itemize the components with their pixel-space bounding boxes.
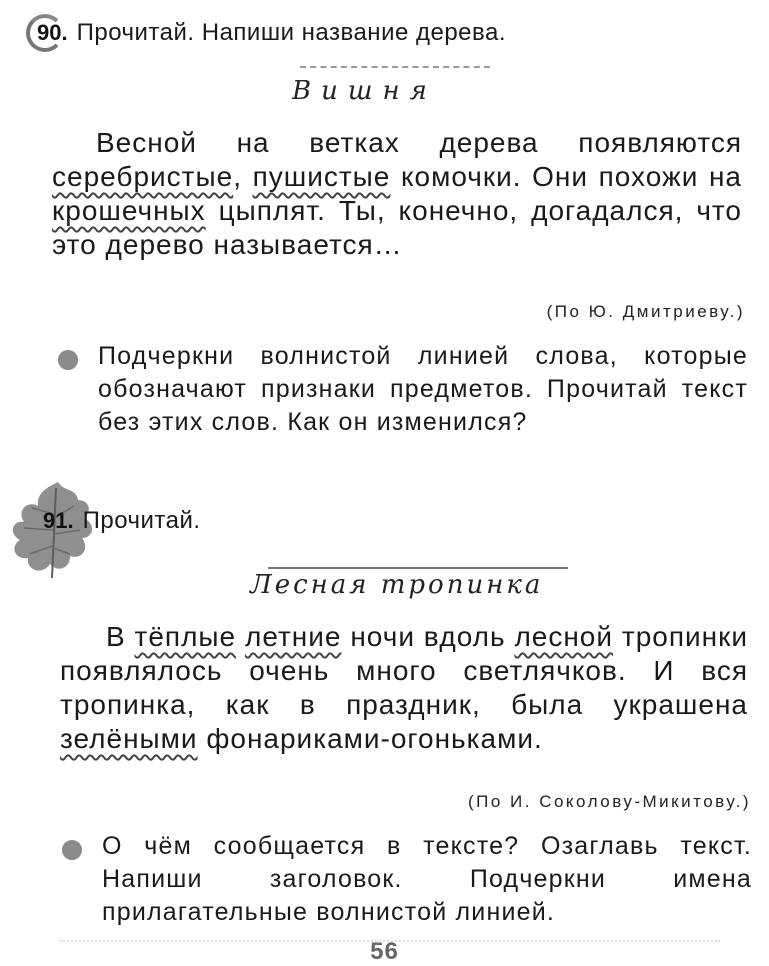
text-segment: комочки. Они похожи на <box>390 161 742 192</box>
bullet-icon <box>58 350 78 370</box>
text-segment: тропинки появлялось очень много светлячков. И вся тропинка, как в праздник, была украшена <box>60 621 749 720</box>
text-segment: фонариками-огоньками. <box>197 723 543 754</box>
exercise-91-source: (По И. Соколову-Микитову.) <box>467 792 751 811</box>
exercise-91-title: Прочитай. <box>82 507 201 534</box>
text-segment <box>236 621 245 652</box>
text-segment: , <box>233 161 253 192</box>
underlined-word: пушистые <box>252 161 391 192</box>
underlined-word: крошечных <box>52 195 206 226</box>
text-segment: цыплят. Ты, конечно, догадался, что это дерево называется… <box>52 195 742 260</box>
underlined-word: летние <box>244 621 342 652</box>
exercise-90-title: Прочитай. Напиши название дерева. <box>76 19 507 46</box>
exercise-90-number: 90. <box>37 20 68 45</box>
underlined-word: зелёными <box>60 723 198 754</box>
underlined-word: лесной <box>514 621 614 652</box>
exercise-91-number: 91. <box>43 508 74 533</box>
exercise-91-task-text: О чём сообщается в тексте? Озаглавь текст. Напиши заголовок. Подчеркни имена прилагательные волнистой линией. <box>102 832 752 926</box>
text-segment: Весной на ветках дерева появляются <box>96 127 742 158</box>
underlined-word: тёплые <box>134 621 237 652</box>
answer-91-line <box>268 567 568 569</box>
exercise-90-task <box>58 340 748 439</box>
exercise-90-handwritten-answer: Вишня <box>292 76 437 106</box>
text-segment: ночи вдоль <box>341 621 515 652</box>
page-number: 56 <box>370 938 399 965</box>
exercise-91-task <box>62 830 752 929</box>
exercise-90-task-text: Подчеркни волнистой линией слова, которые обозначают признаки предметов. Прочитай текст без этих слов. Как он изменился? <box>98 342 748 436</box>
exercise-91-header <box>40 506 201 536</box>
exercise-91-text <box>60 620 748 756</box>
bullet-icon <box>62 840 82 860</box>
answer-90-erased-line <box>300 66 490 68</box>
text-segment: В <box>106 621 135 652</box>
exercise-90-header <box>34 18 506 48</box>
exercise-90-number-badge <box>34 18 71 48</box>
underlined-word: серебристые <box>52 161 234 192</box>
exercise-90-source: (По Ю. Дмитриеву.) <box>546 302 745 321</box>
exercise-91-handwritten-answer: Лесная тропинка <box>250 570 544 600</box>
exercise-90-text <box>52 126 742 262</box>
